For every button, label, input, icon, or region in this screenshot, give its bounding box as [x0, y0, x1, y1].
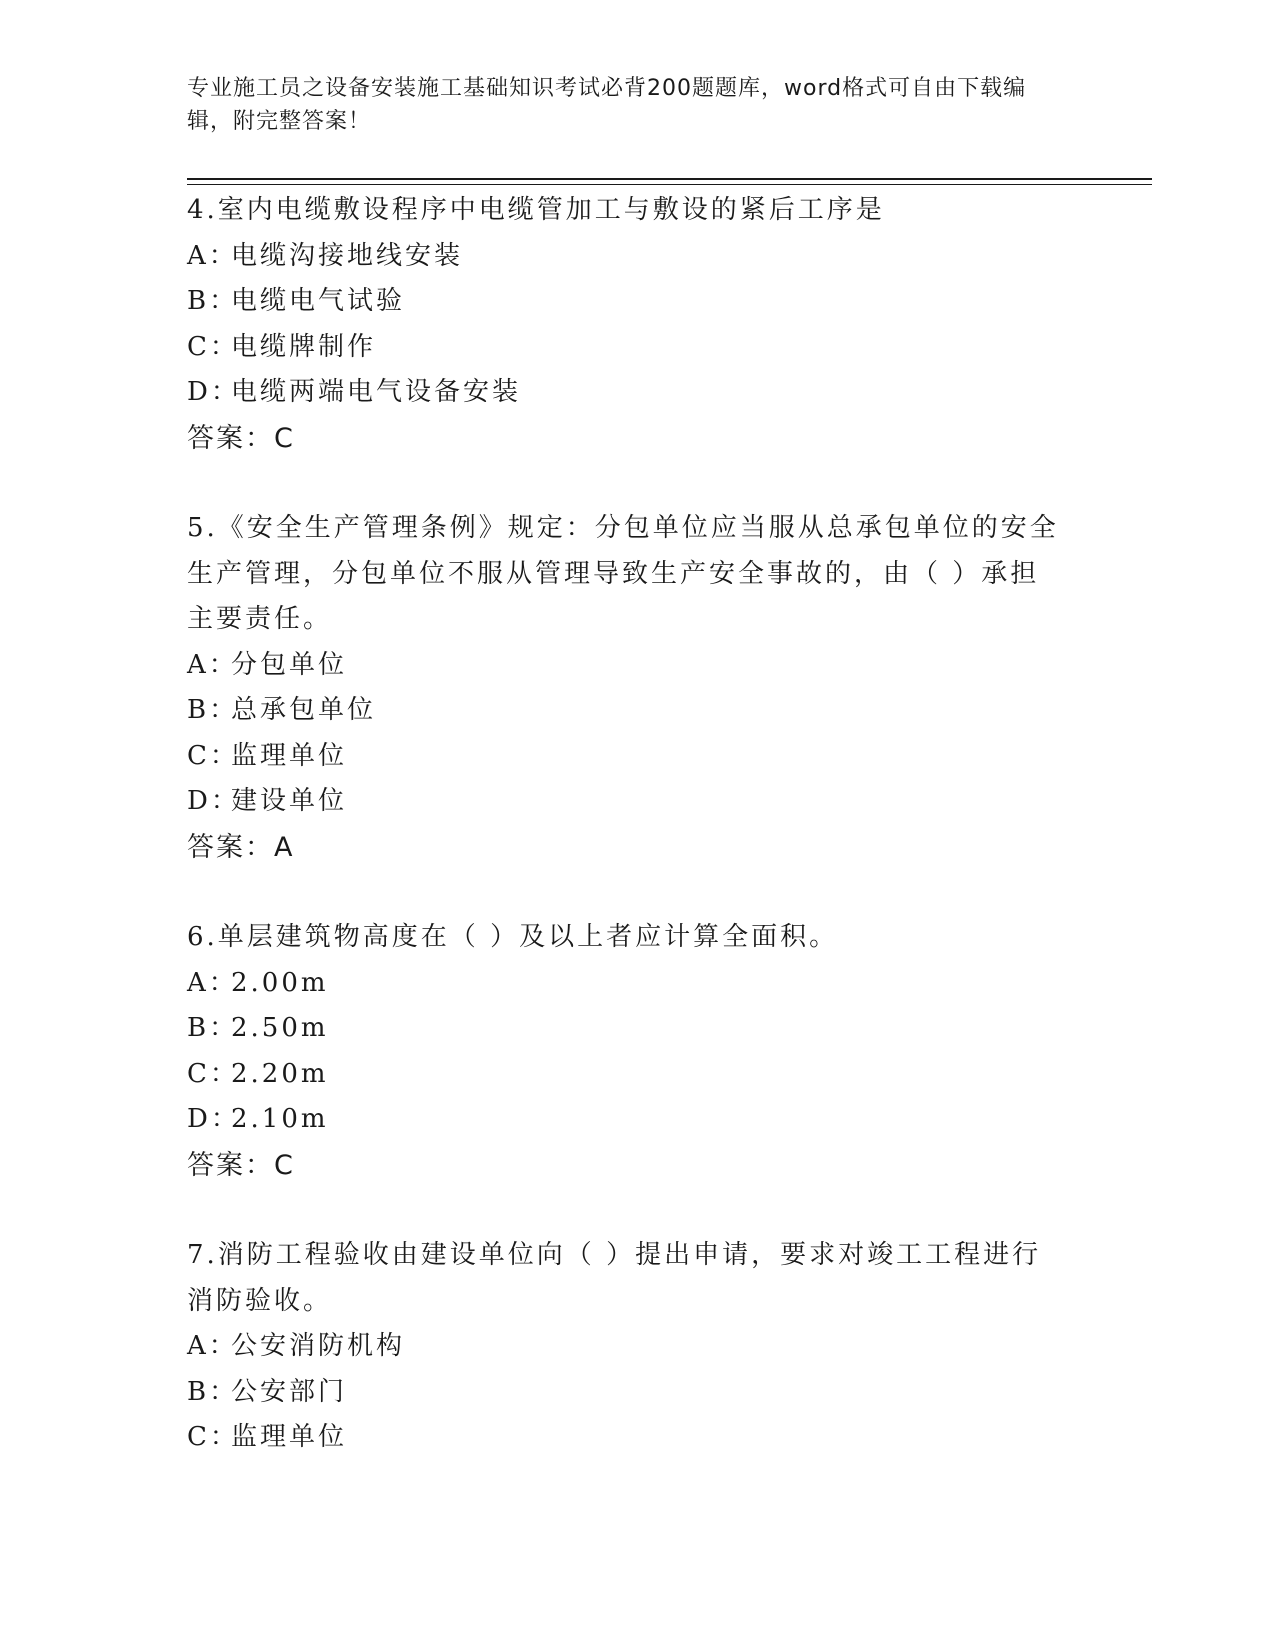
- option-b: [187, 1006, 1067, 1052]
- option-text: 公安部门: [231, 1376, 348, 1407]
- document-header: 专业施工员之设备安装施工基础知识考试必背200题题库，word格式可自由下载编辑，附完整答案！: [187, 76, 1027, 134]
- option-letter: C：: [187, 1422, 239, 1452]
- option-d: [187, 370, 1067, 416]
- option-c: [187, 734, 1067, 780]
- option-text: 2.00m: [231, 967, 329, 998]
- option-b: [187, 688, 1067, 734]
- option-letter: B：: [187, 1013, 239, 1043]
- option-letter: D：: [187, 1104, 240, 1134]
- question-spacer: [187, 1188, 1067, 1233]
- option-text: 监理单位: [231, 1422, 348, 1452]
- option-letter: B：: [187, 1376, 239, 1407]
- option-text: 建设单位: [231, 786, 348, 816]
- option-text: 电缆牌制作: [231, 331, 377, 362]
- option-letter: C：: [187, 331, 239, 362]
- option-letter: D：: [187, 377, 240, 407]
- option-text: 总承包单位: [231, 695, 377, 725]
- option-letter: A：: [187, 967, 238, 998]
- question-list: [187, 188, 1067, 1461]
- option-text: 分包单位: [231, 649, 348, 680]
- option-text: 电缆电气试验: [231, 286, 406, 316]
- option-c: [187, 325, 1067, 371]
- question-stem: 7.消防工程验收由建设单位向（ ）提出申请，要求对竣工工程进行消防验收。: [187, 1240, 1042, 1316]
- option-a: [187, 1324, 1067, 1370]
- option-letter: A：: [187, 649, 238, 680]
- question-4: [187, 188, 1067, 506]
- option-b: [187, 279, 1067, 325]
- option-letter: D：: [187, 786, 240, 816]
- option-text: 公安消防机构: [231, 1331, 406, 1361]
- option-d: [187, 1097, 1067, 1143]
- question-stem: 5.《安全生产管理条例》规定：分包单位应当服从总承包单位的安全生产管理，分包单位不服从管理导致生产安全事故的，由（ ）承担主要责任。: [187, 513, 1059, 634]
- header-divider-thick: [187, 178, 1152, 180]
- header-divider-thin: [187, 184, 1152, 185]
- option-text: 2.50m: [231, 1013, 329, 1043]
- answer-line: 答案：C: [187, 422, 295, 454]
- answer-line: 答案：C: [187, 1149, 295, 1181]
- option-letter: B：: [187, 286, 239, 316]
- option-letter: C：: [187, 1058, 239, 1089]
- option-letter: A：: [187, 240, 238, 271]
- question-stem: 4.室内电缆敷设程序中电缆管加工与敷设的紧后工序是: [187, 195, 885, 225]
- question-spacer: [187, 461, 1067, 506]
- option-letter: B：: [187, 695, 239, 725]
- question-6: [187, 915, 1067, 1233]
- answer-line: 答案：A: [187, 831, 295, 863]
- option-letter: A：: [187, 1331, 238, 1361]
- question-spacer: [187, 870, 1067, 915]
- option-b: [187, 1370, 1067, 1416]
- option-a: [187, 961, 1067, 1007]
- question-5: [187, 506, 1067, 915]
- option-text: 电缆沟接地线安装: [231, 240, 464, 271]
- question-stem: 6.单层建筑物高度在（ ）及以上者应计算全面积。: [187, 922, 839, 952]
- option-text: 2.20m: [231, 1058, 329, 1089]
- option-a: [187, 234, 1067, 280]
- option-c: [187, 1415, 1067, 1461]
- option-text: 电缆两端电气设备安装: [231, 377, 522, 407]
- option-text: 2.10m: [231, 1104, 329, 1134]
- option-text: 监理单位: [231, 740, 348, 771]
- option-letter: C：: [187, 740, 239, 771]
- option-c: [187, 1052, 1067, 1098]
- option-a: [187, 643, 1067, 689]
- option-d: [187, 779, 1067, 825]
- question-7: [187, 1233, 1067, 1461]
